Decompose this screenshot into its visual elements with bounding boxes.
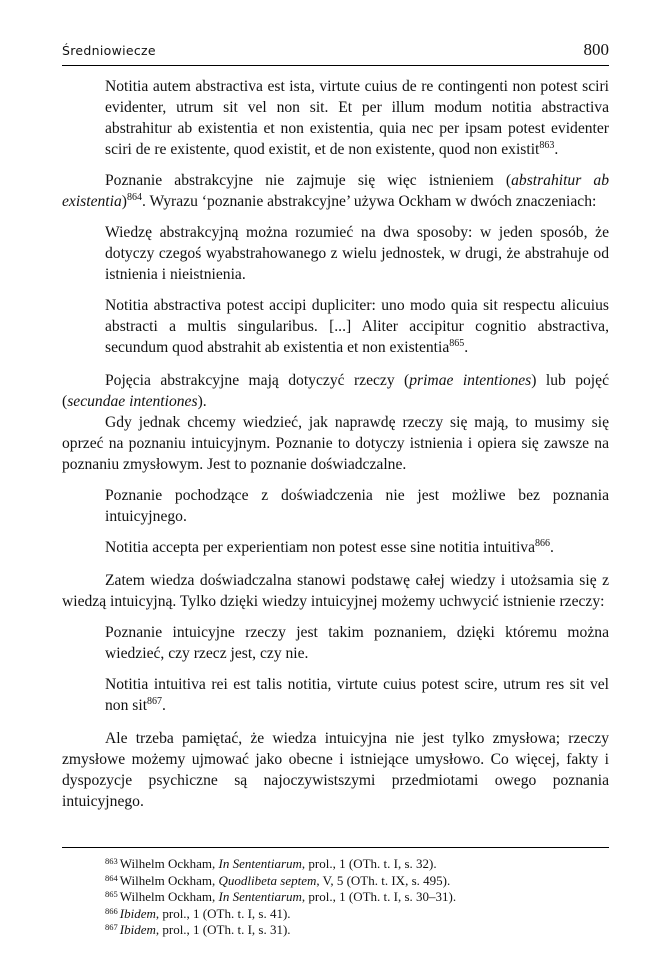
polish-quote-experience: Poznanie pochodzące z doświadczenia nie jest możliwe bez poznania intuicyjnego. (105, 487, 609, 525)
footnote-863: $^{863}$ Wilhelm Ockham, In Sententiarum, prol., 1 (OTh. t. I, s. 32). (105, 856, 437, 871)
book-page (62, 0, 609, 978)
footnote-ref-865[interactable]: 865 (449, 338, 465, 349)
polish-quote-abstraction: Wiedzę abstrakcyjną można rozumieć na dwa sposoby: w jeden sposób, że dotyczy czegoś wyabstrahowanego z wielu jednostek, w drugi, że abstrahuje od istnienia i nieistnienia. (105, 224, 609, 283)
footnote-ref-864[interactable]: 864 (126, 192, 142, 203)
latin-quote-867: Notitia intuitiva rei est talis notitia, virtute cuius potest scire, utrum res sit vel non sit$^{867}$. (105, 676, 609, 714)
footnote-865: $^{865}$ Wilhelm Ockham, In Sententiarum, prol., 1 (OTh. t. I, s. 30–31). (105, 889, 457, 904)
main-text (62, 76, 609, 822)
paragraph-abstraction: Poznanie abstrakcyjne nie zajmuje się więc istnieniem (abstrahitur ab existentia)$^{864}$. Wyrazu ‘poznanie abstrakcyjne’ używa Ockham w dwóch znaczeniach: (62, 172, 609, 210)
footnote-ref-863[interactable]: 863 (539, 140, 555, 151)
paragraph-experiential: Zatem wiedza doświadczalna stanowi podstawę całej wiedzy i utożsamia się z wiedzą intuicyjną. Tylko dzięki wiedzy intuicyjnej możemy uchwycić istnienie rzeczy: (62, 572, 609, 610)
polish-quote-intuitive: Poznanie intuicyjne rzeczy jest takim poznaniem, dzięki któremu można wiedzieć, czy rzecz jest, czy nie. (105, 624, 609, 662)
paragraph-intentions: Pojęcia abstrakcyjne mają dotyczyć rzeczy (primae intentiones) lub pojęć (secundae intentiones). (62, 372, 609, 410)
latin-quote-863: Notitia autem abstractiva est ista, virtute cuius de re contingenti non potest sciri evidenter, utrum sit vel non sit. Et per illum modum notitia abstractiva abstrahitur ab existentia et non existentia, quia nec per ipsam potest evidenter sciri de re existente, quod existit, et de non existente, quod non existit$^{863}$. (105, 78, 609, 158)
paragraph-intuitive: Gdy jednak chcemy wiedzieć, jak naprawdę rzeczy się mają, to musimy się oprzeć na poznaniu intuicyjnym. Poznanie to dotyczy istnienia i opiera się zawsze na poznaniu zmysłowym. Jest to poznanie doświadczalne. (62, 414, 609, 473)
footnote-ref-866[interactable]: 866 (535, 538, 550, 549)
footnote-864: $^{864}$ Wilhelm Ockham, Quodlibeta septem, V, 5 (OTh. t. IX, s. 495). (105, 872, 451, 888)
footnote-866: $^{866}$ Ibidem, prol., 1 (OTh. t. I, s. 41). (105, 905, 291, 921)
paragraph-conclusion: Ale trzeba pamiętać, że wiedza intuicyjna nie jest tylko zmysłowa; rzeczy zmysłowe możemy ujmować jako obecne i istniejące umysłowo. Co więcej, fakty i dyspozycje psychiczne są najoczywistszymi przedmiotami owego poznania intuicyjnego. (62, 730, 609, 810)
latin-quote-866: Notitia accepta per experientiam non potest esse sine notitia intuitiva$^{866}$. (105, 538, 554, 556)
running-header (62, 40, 609, 66)
latin-quote-865: Notitia abstractiva potest accipi dupliciter: uno modo quia sit respectu alicuius abstracti a multis singularibus. [...] Aliter accipitur cognitio abstractiva, secundum quod abstrahit ab existentia et non existentia$^{865}$. (105, 297, 609, 356)
chapter-title: Średniowiecze (62, 43, 156, 58)
footnotes (62, 847, 609, 939)
page-number: 800 (583, 40, 609, 59)
footnote-867: $^{867}$ Ibidem, prol., 1 (OTh. t. I, s. 31). (105, 922, 291, 937)
footnote-ref-867[interactable]: 867 (147, 696, 163, 707)
